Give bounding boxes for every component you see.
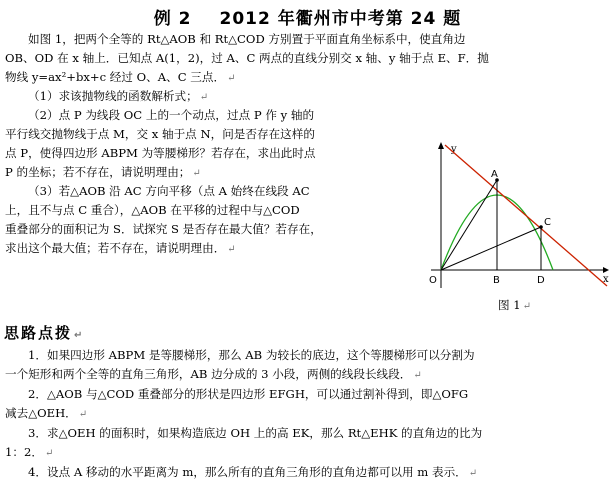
label-a: A xyxy=(491,169,498,180)
figure-caption: 图 1 ↵ xyxy=(498,298,532,312)
problem-line: P 的坐标；若不存在，请说明理由； ↵ xyxy=(5,165,201,179)
problem-line: 如图 1，把两个全等的 Rt△AOB 和 Rt△COD 方别置于平面直角坐标系中，使直角边 xyxy=(28,32,466,46)
label-d: D xyxy=(537,275,545,286)
example-label: 例 2 xyxy=(153,9,192,29)
problem-line: OB、OD 在 x 轴上．已知点 A(1，2)，过 A、C 两点的直线分别交 x 轴、y 轴于点 E、F．抛 xyxy=(5,51,489,65)
y-axis-label: y xyxy=(451,144,457,155)
coordinate-figure xyxy=(423,140,613,290)
analysis-line: 一个矩形和两个全等的直角三角形，AB 边分成的 3 小段，两侧的线段长线段． ↵ xyxy=(5,367,422,381)
problem-line: 物线 y=ax²+bx+c 经过 O、A、C 三点． ↵ xyxy=(5,70,236,84)
problem-line: （2）点 P 为线段 OC 上的一个动点，过点 P 作 y 轴的 xyxy=(28,108,315,122)
problem-line: 重叠部分的面积记为 S．试探究 S 是否存在最大值？若存在， xyxy=(5,222,322,236)
label-b: B xyxy=(493,275,500,286)
problem-line: 平行线交抛物线于点 M，交 x 轴于点 N，问是否存在这样的 xyxy=(5,127,315,141)
label-o: O xyxy=(429,275,437,286)
line-ac xyxy=(445,145,607,286)
segment-oa xyxy=(441,180,497,270)
analysis-heading: 思路点拨 ↵ xyxy=(4,324,85,342)
analysis-line: 2．△AOB 与△COD 重叠部分的形状是四边形 EFGH，可以通过割补得到，即△OFG xyxy=(28,387,469,401)
analysis-line: 3．求△OEH 的面积时，如果构造底边 OH 上的高 EK，那么 Rt△EHK 的直角边的比为 xyxy=(28,426,483,440)
point-c xyxy=(539,225,543,229)
analysis-line: 1：2． ↵ xyxy=(5,445,54,459)
analysis-line: 1．如果四边形 ABPM 是等腰梯形，那么 AB 为较长的底边，这个等腰梯形可以分割为 xyxy=(28,348,475,362)
x-axis-label: x xyxy=(603,274,609,285)
problem-line: （1）求该抛物线的函数解析式； ↵ xyxy=(28,89,209,103)
label-c: C xyxy=(544,217,551,228)
title-text: 2012 年衢州市中考第 24 题 xyxy=(219,9,462,29)
problem-line: 上，且不与点 C 重合），△AOB 在平移的过程中与△COD xyxy=(5,203,300,217)
problem-line: 求出这个最大值；若不存在，请说明理由． ↵ xyxy=(5,241,236,255)
problem-line: 点 P，使得四边形 ABPM 为等腰梯形？若存在，求出此时点 xyxy=(5,146,316,160)
page-title xyxy=(0,4,615,29)
y-axis-arrow xyxy=(438,142,444,149)
x-axis-arrow xyxy=(603,267,609,273)
analysis-line: 减去△OEH． ↵ xyxy=(5,406,88,420)
problem-line: （3）若△AOB 沿 AC 方向平移（点 A 始终在线段 AC xyxy=(28,184,310,198)
segment-oc xyxy=(441,227,541,270)
analysis-line: 4．设点 A 移动的水平距离为 m，那么所有的直角三角形的直角边都可以用 m 表示． ↵ xyxy=(28,465,478,479)
